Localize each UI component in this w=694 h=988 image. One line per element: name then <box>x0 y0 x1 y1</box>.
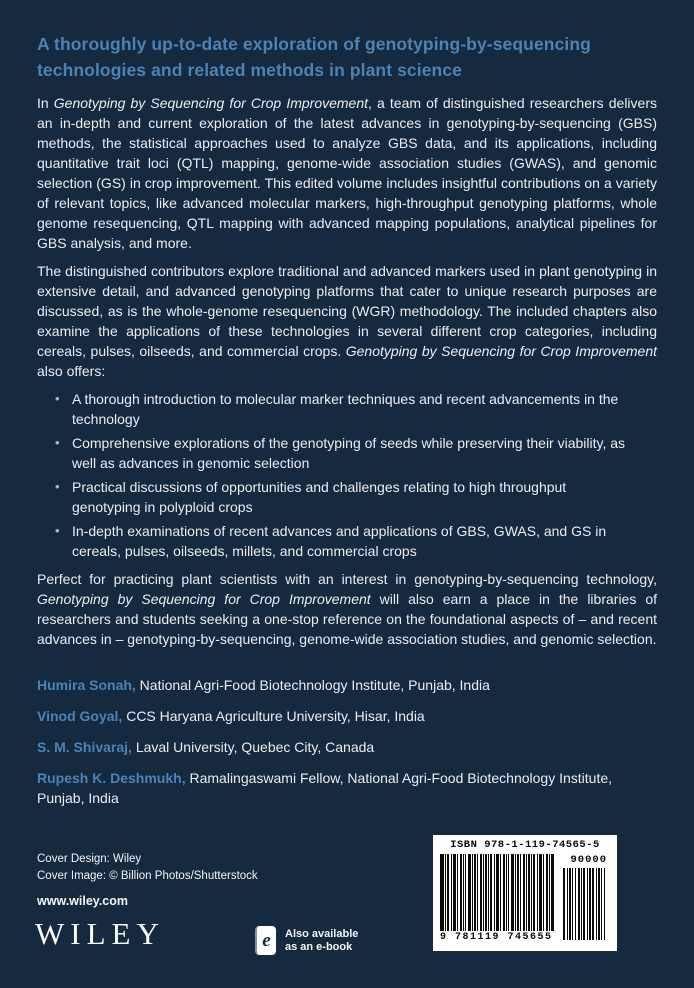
list-item-text: In-depth examinations of recent advances and applications of GBS, GWAS, and GS in cereals, pulses, oilseeds, millets, and commercial crops <box>72 523 607 559</box>
bullet-icon: • <box>55 479 60 494</box>
isbn-digits: 9 781119 745655 <box>440 932 553 943</box>
ebook-note-line: Also available <box>285 927 359 940</box>
author-line <box>37 675 657 695</box>
cover-design-credit: Cover Design: Wiley <box>37 853 142 865</box>
list-item <box>55 521 627 561</box>
bullet-icon: • <box>55 391 60 406</box>
paragraph-text: will also earn a place in the libraries of researchers and students seeking a one-stop reference on the foundational aspects of – and recent advances in – genotyping-by-sequencing, genome-wide association studies, and genomic selection. <box>37 591 657 647</box>
author-name: Vinod Goyal, <box>37 708 123 724</box>
wiley-logo: WILEY <box>35 916 165 951</box>
author-affiliation: Laval University, Quebec City, Canada <box>131 739 375 755</box>
cover-credits <box>37 851 258 885</box>
barcode-row <box>440 854 610 943</box>
author-line <box>37 706 657 726</box>
price-code: 90000 <box>570 854 607 866</box>
publisher-website: www.wiley.com <box>37 894 128 908</box>
bullet-icon: • <box>55 523 60 538</box>
tagline-heading: A thoroughly up-to-date exploration of genotyping-by-sequencing technologies and related methods in plant science <box>37 34 591 80</box>
ebook-note-line: as an e-book <box>285 940 353 953</box>
list-item <box>55 389 627 429</box>
author-name: S. M. Shivaraj, <box>37 739 132 755</box>
list-item <box>55 433 627 473</box>
paragraph-audience <box>37 569 657 649</box>
paragraph-text: also offers: <box>37 363 106 379</box>
paragraph-text: In <box>37 95 54 111</box>
paragraph-text: , a team of distinguished researchers delivers an in-depth and current exploration of the latest advances in genotyping-by-sequencing (GBS) methods, the statistical approaches used to analyze GBS data, and its applications, including quantitative trait loci (QTL) mapping, genome-wide association studies (GWAS), and genomic selection (GS) in crop improvement. This edited volume includes insightful contributions on a variety of relevant topics, like advanced molecular markers, high-throughput genotyping platforms, whole genome resequencing, QTL mapping with advanced mapping populations, analytical pipelines for GBS analysis, and more. <box>37 95 657 251</box>
book-title-italic: Genotyping by Sequencing for Crop Improvement <box>345 343 657 359</box>
paragraph-text: The distinguished contributors explore traditional and advanced markers used in plant genotyping in extensive detail, and advanced genotyping platforms that cater to unique research purposes are discussed, as is the whole-genome resequencing (WGR) methodology. The included chapters also examine the applications of these technologies in several different crop categories, including cereals, pulses, oilseeds, and commercial crops. <box>37 263 657 359</box>
author-line <box>37 737 657 757</box>
isbn-label: ISBN 978-1-119-74565-5 <box>450 839 600 851</box>
cover-image-credit: Cover Image: © Billion Photos/Shutterstock <box>37 870 258 882</box>
author-line <box>37 768 657 808</box>
barcode-main-bars <box>440 854 554 931</box>
book-title-italic: Genotyping by Sequencing for Crop Improvement <box>37 591 371 607</box>
paragraph-contributors <box>37 261 657 381</box>
list-item <box>55 477 627 517</box>
paragraph-overview <box>37 93 657 253</box>
author-affiliation: Ramalingaswami Fellow, National Agri-Food Biotechnology Institute, Punjab, India <box>37 770 613 806</box>
book-title-italic: Genotyping by Sequencing for Crop Improvement <box>53 95 369 111</box>
paragraph-text: Perfect for practicing plant scientists with an interest in genotyping-by-sequencing technology, <box>37 571 657 587</box>
barcode-supplement-bars <box>563 868 607 940</box>
author-name: Humira Sonah, <box>37 677 136 693</box>
barcode-supplement <box>561 854 607 940</box>
list-item-text: Comprehensive explorations of the genotyping of seeds while preserving their viability, as well as advances in genomic selection <box>72 435 626 471</box>
list-item-text: A thorough introduction to molecular marker techniques and recent advancements in the technology <box>72 391 619 427</box>
back-cover-text <box>37 31 657 819</box>
barcode-panel <box>433 835 617 951</box>
list-item-text: Practical discussions of opportunities and challenges relating to high throughput genotyping in polyploid crops <box>72 479 567 515</box>
authors-block <box>37 675 657 808</box>
ebook-availability <box>255 926 358 955</box>
author-affiliation: National Agri-Food Biotechnology Institute, Punjab, India <box>135 677 490 693</box>
bullet-icon: • <box>55 435 60 450</box>
author-name: Rupesh K. Deshmukh, <box>37 770 186 786</box>
features-list <box>37 389 657 561</box>
author-affiliation: CCS Haryana Agriculture University, Hisar, India <box>122 708 425 724</box>
ebook-note <box>285 928 358 954</box>
barcode-main <box>440 854 554 943</box>
ebook-icon: e <box>255 926 276 955</box>
